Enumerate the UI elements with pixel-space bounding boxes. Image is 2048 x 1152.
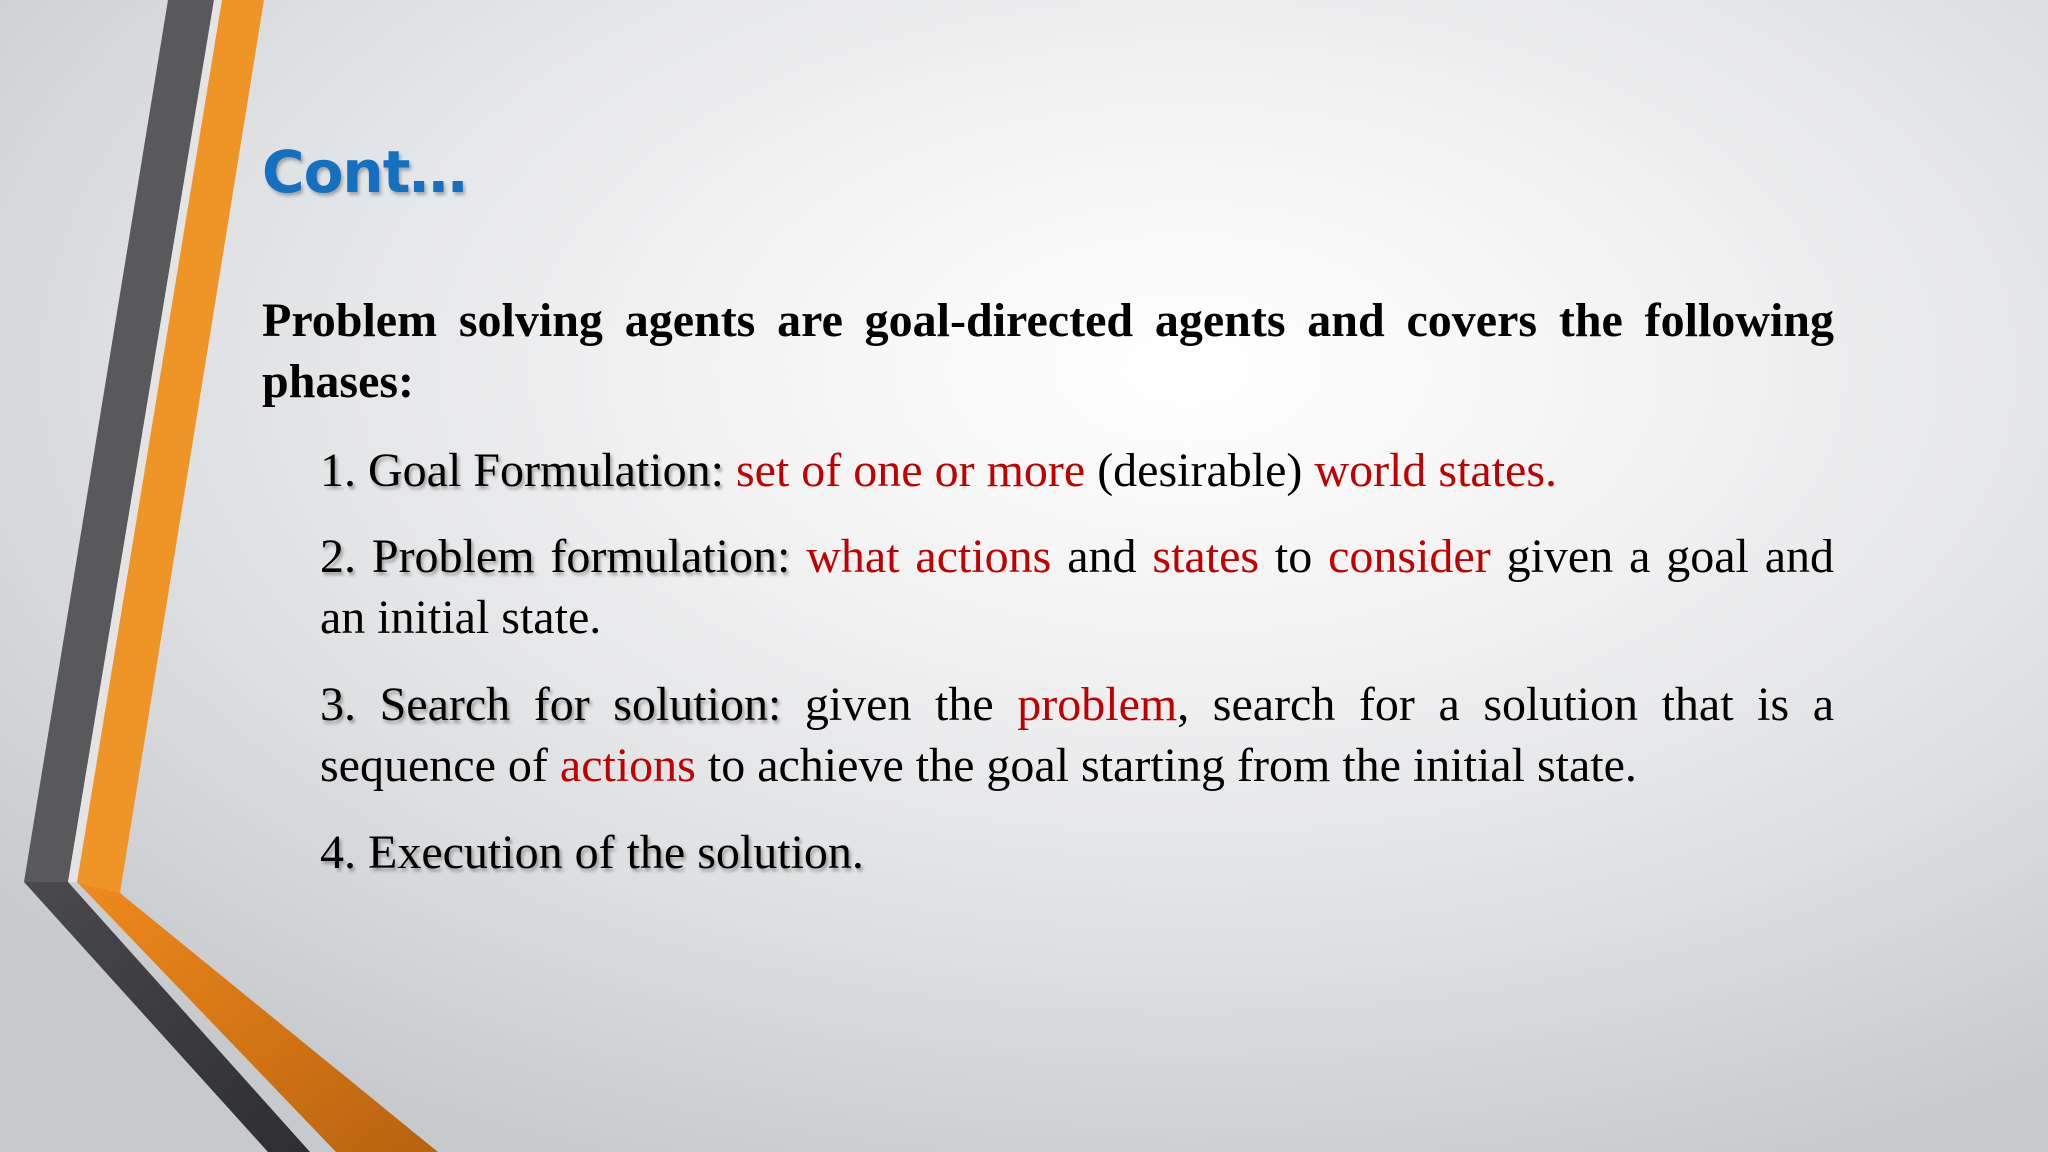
body-text: given a goal and an initial state. [320,530,1835,644]
phase-name: Problem formulation: [371,530,791,583]
body-text: and [1051,530,1153,583]
phase-name: Goal Formulation: [368,444,724,497]
highlight-text: actions [559,739,696,792]
phase-problem-formulation [320,526,1834,648]
phase-name: Search for solution: [379,678,782,731]
phase-search-for-solution [320,674,1834,796]
phase-number: 3. [320,678,356,731]
intro-paragraph: Problem solving agents are goal-directed agents and covers the following phases: [262,294,1834,408]
phase-goal-formulation [320,440,1834,501]
body-text: (desirable) [1085,444,1315,497]
body-text: to achieve the goal starting from the initial state. [695,739,1637,792]
phase-name: Execution of the solution. [368,826,864,879]
phase-execution [320,822,1834,883]
light-gap-stripe [68,0,222,882]
phase-number: 4. [320,826,356,879]
body-text: to [1259,530,1329,583]
phase-number: 2. [320,530,356,583]
highlight-text: consider [1328,530,1491,583]
body-text: , search for a solution that is a sequence of [320,678,1834,792]
highlight-text: states [1152,530,1260,583]
phase-number: 1. [320,444,356,497]
highlight-text: set of one or more [735,444,1086,497]
highlight-text: what actions [806,530,1052,583]
highlight-text: world states. [1314,444,1558,497]
highlight-text: problem [1017,678,1178,731]
slide-title: Cont… [262,138,467,206]
body-text: given the [804,678,1018,731]
